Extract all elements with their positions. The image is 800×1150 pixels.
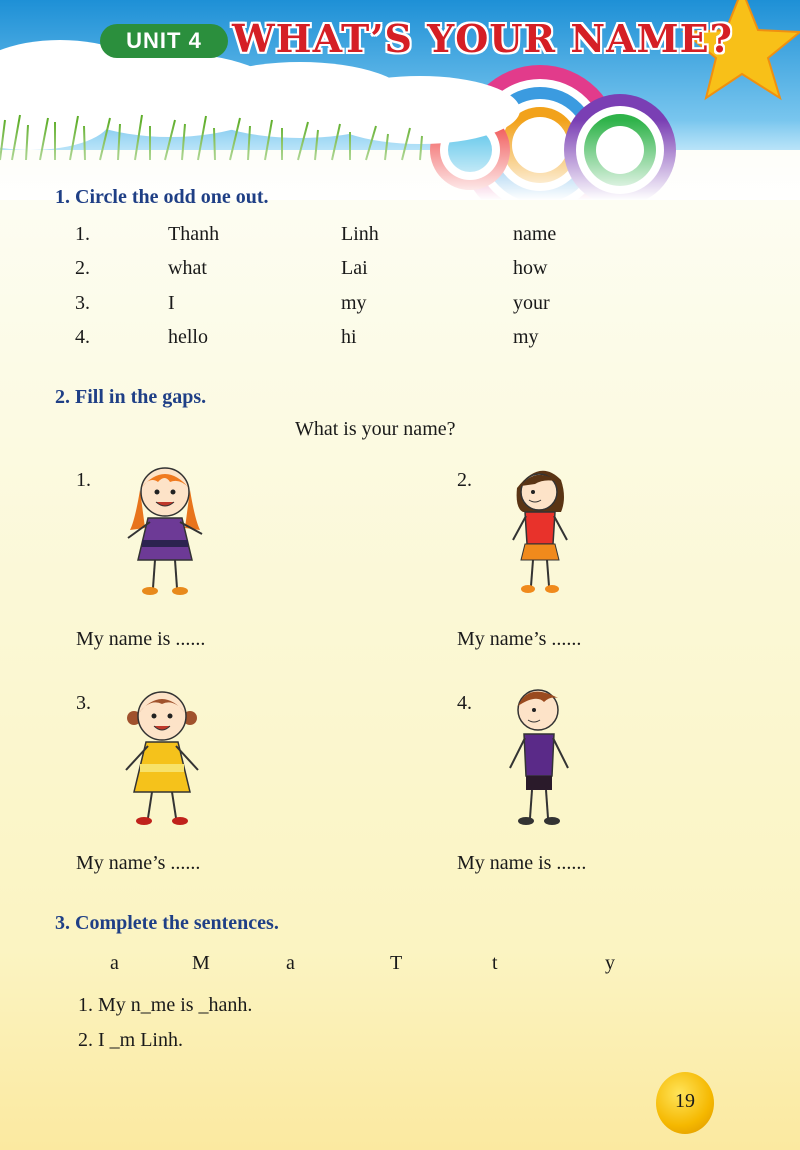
sentence-2[interactable]: 2. I _m Linh. [78,1029,183,1051]
word-option[interactable]: my [513,326,539,348]
row-number: 2. [75,257,90,279]
item-number: 4. [457,692,472,714]
letter-choice[interactable]: T [390,952,403,974]
section3-heading: 3. Complete the sentences. [55,912,279,934]
item-number: 3. [76,692,91,714]
word-option[interactable]: hi [341,326,357,348]
fill-in-sentence[interactable]: My name’s ...... [76,852,201,874]
question-text: What is your name? [295,418,456,440]
row-number: 3. [75,292,90,314]
unit-label: UNIT 4 [100,24,228,58]
word-option[interactable]: my [341,292,367,314]
item-number: 1. [76,469,91,491]
word-option[interactable]: how [513,257,548,279]
letter-choice[interactable]: M [192,952,210,974]
page-title: WHAT’S YOUR NAME? [232,16,733,61]
letter-choice[interactable]: t [492,952,498,974]
letter-choice[interactable]: a [110,952,119,974]
girl-red-shirt-icon [495,458,585,598]
girl-purple-dress-icon [110,460,220,600]
word-option[interactable]: what [168,257,207,279]
row-number: 4. [75,326,90,348]
word-option[interactable]: Thanh [168,223,220,245]
fill-in-sentence[interactable]: My name is ...... [76,628,206,650]
row-number: 1. [75,223,90,245]
header-banner [0,0,800,200]
word-option[interactable]: I [168,292,175,314]
sentence-1[interactable]: 1. My n_me is _hanh. [78,994,253,1016]
boy-purple-shirt-icon [500,680,584,830]
section2-heading: 2. Fill in the gaps. [55,386,207,408]
word-option[interactable]: hello [168,326,208,348]
page-number-balloon: 19 [656,1072,714,1134]
word-option[interactable]: Linh [341,223,379,245]
fill-in-sentence[interactable]: My name is ...... [457,852,587,874]
word-option[interactable]: Lai [341,257,368,279]
girl-yellow-dress-icon [112,684,212,830]
letter-choice[interactable]: y [605,952,615,974]
word-option[interactable]: name [513,223,557,245]
fill-in-sentence[interactable]: My name’s ...... [457,628,582,650]
letter-choice[interactable]: a [286,952,295,974]
item-number: 2. [457,469,472,491]
word-option[interactable]: your [513,292,550,314]
section1-heading: 1. Circle the odd one out. [55,186,269,208]
